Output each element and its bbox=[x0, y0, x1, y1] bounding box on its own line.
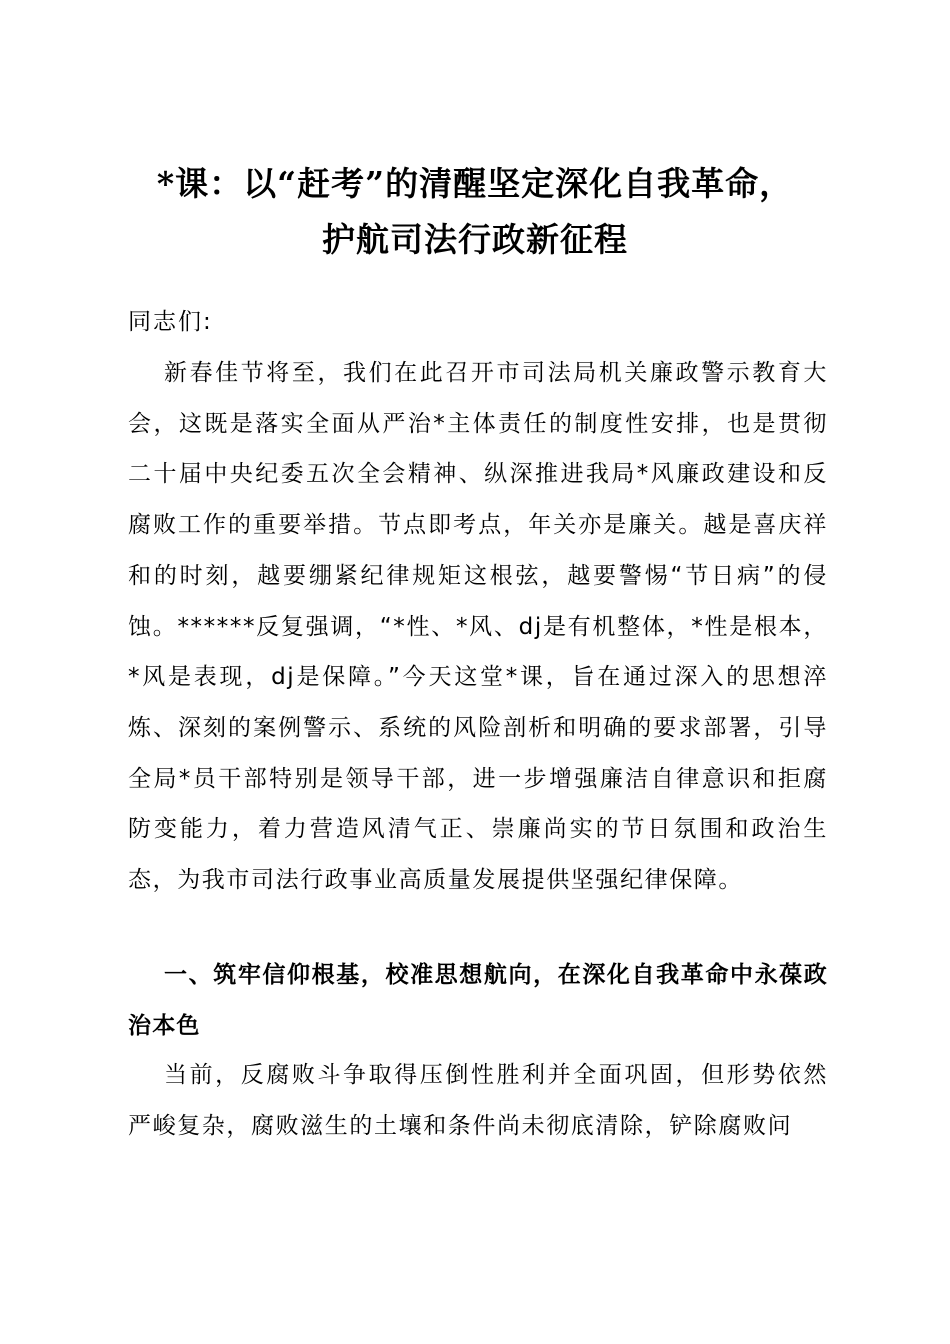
document-title-line-1: *课：以“赶考”的清醒坚定深化自我革命， bbox=[156, 164, 794, 203]
body-paragraph-2: 当前，反腐败斗争取得压倒性胜利并全面巩固，但形势依然严峻复杂，腐败滋生的土壤和条件尚未彻底清除，铲除腐败问 bbox=[128, 1062, 828, 1139]
section-heading-1: 一、筑牢信仰根基，校准思想航向，在深化自我革命中永葆政治本色 bbox=[128, 962, 828, 1039]
greeting: 同志们: bbox=[128, 309, 213, 335]
document-title-line-2: 护航司法行政新征程 bbox=[322, 220, 628, 259]
body-paragraph-1: 新春佳节将至，我们在此召开市司法局机关廉政警示教育大会，这既是落实全面从严治*主体责任的制度性安排，也是贯彻二十届中央纪委五次全会精神、纵深推进我局*风廉政建设和反腐败工作的重要举措。节点即考点，年关亦是廉关。越是喜庆祥和的时刻，越要绷紧纪律规矩这根弦，越要警惕“节日病”的侵蚀。******反复强调，“*性、*风、dj是有机整体，*性是根本，*风是表现，dj是保障。”今天这堂*课，旨在通过深入的思想淬炼、深刻的案例警示、系统的风险剖析和明确的要求部署，引导全局*员干部特别是领导干部，进一步增强廉洁自律意识和拒腐防变能力，着力营造风清气正、崇廉尚实的节日氛围和政治生态，为我市司法行政事业高质量发展提供坚强纪律保障。 bbox=[128, 360, 828, 894]
